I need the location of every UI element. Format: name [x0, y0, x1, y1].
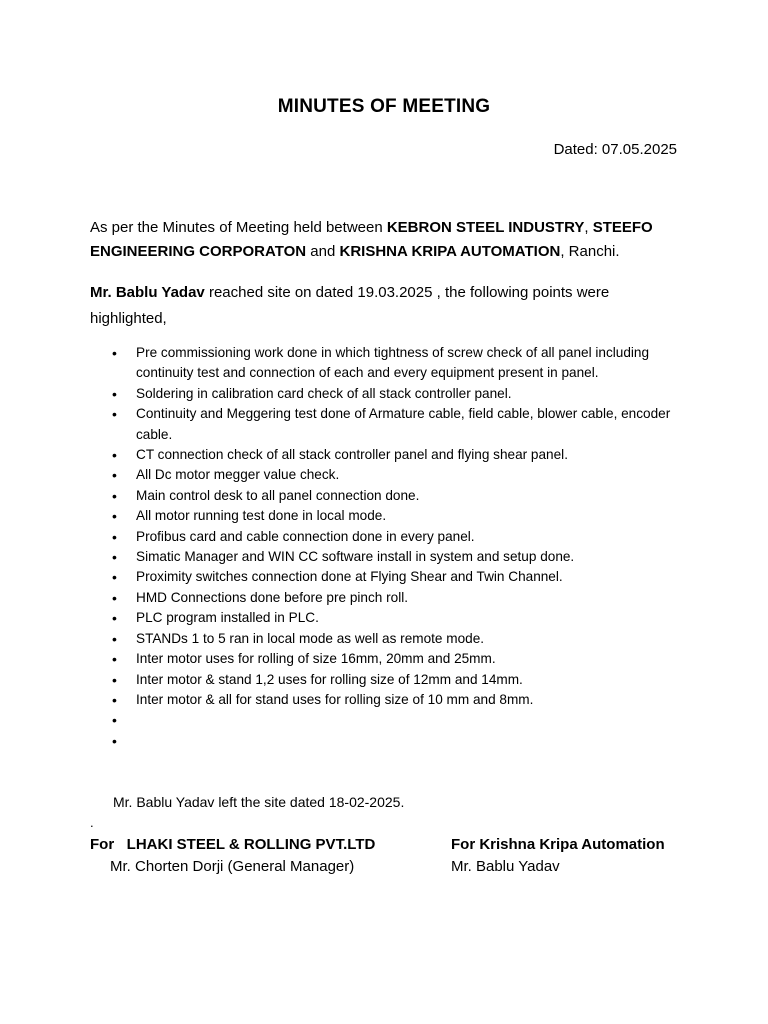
- visit-paragraph: [90, 280, 680, 332]
- departure-note: Mr. Bablu Yadav left the site dated 18-02-2025.: [113, 794, 405, 810]
- list-item: • Main control desk to all panel connection done.: [90, 486, 680, 506]
- company-steefo: STEEFO ENGINEERING CORPORATON: [90, 219, 653, 260]
- list-item: • HMD Connections done before pre pinch roll.: [90, 588, 680, 608]
- list-item: • Inter motor & stand 1,2 uses for rolling size of 12mm and 14mm.: [90, 670, 680, 690]
- company-kebron: KEBRON STEEL INDUSTRY: [386, 219, 585, 236]
- signature-right-company: For Krishna Kripa Automation: [451, 836, 665, 853]
- list-item: • Soldering in calibration card check of all stack controller panel.: [90, 384, 680, 404]
- list-item: • All Dc motor megger value check.: [90, 465, 680, 485]
- visit-text: reached site on dated 19.03.2025 , the following points were highlighted,: [90, 284, 610, 327]
- list-item: • All motor running test done in local mode.: [90, 506, 680, 526]
- list-item: • Inter motor uses for rolling of size 16mm, 20mm and 25mm.: [90, 649, 680, 669]
- list-item: • PLC program installed in PLC.: [90, 608, 680, 628]
- signature-left-company: For LHAKI STEEL & ROLLING PVT.LTD: [90, 836, 376, 853]
- intro-prefix: As per the Minutes of Meeting held between: [90, 219, 387, 236]
- list-item: • CT connection check of all stack controller panel and flying shear panel.: [90, 445, 680, 465]
- list-item: • Inter motor & all for stand uses for rolling size of 10 mm and 8mm.: [90, 690, 680, 710]
- list-item: • STANDs 1 to 5 ran in local mode as well as remote mode.: [90, 629, 680, 649]
- intro-sep1: ,: [584, 219, 593, 236]
- signature-left-person: Mr. Chorten Dorji (General Manager): [110, 858, 355, 875]
- stray-dot: .: [90, 815, 94, 830]
- list-item-empty: [90, 731, 680, 751]
- list-item: • Continuity and Meggering test done of Armature cable, field cable, blower cable, encoder cable.: [90, 404, 680, 445]
- document-title: MINUTES OF MEETING: [277, 96, 491, 117]
- intro-paragraph: [90, 216, 680, 264]
- signature-right-person: Mr. Bablu Yadav: [451, 858, 560, 875]
- intro-suffix: , Ranchi.: [560, 243, 620, 260]
- document-date: Dated: 07.05.2025: [553, 141, 677, 158]
- list-item-empty: [90, 710, 680, 730]
- list-item: • Profibus card and cable connection done in every panel.: [90, 527, 680, 547]
- points-list: [90, 343, 680, 751]
- visit-person: Mr. Bablu Yadav: [90, 284, 205, 301]
- company-krishna: KRISHNA KRIPA AUTOMATION: [339, 243, 561, 260]
- list-item: • Pre commissioning work done in which tightness of screw check of all panel including continuity test and connection of each and every equipment present in panel.: [90, 343, 680, 384]
- list-item: • Simatic Manager and WIN CC software install in system and setup done.: [90, 547, 680, 567]
- list-item: • Proximity switches connection done at Flying Shear and Twin Channel.: [90, 567, 680, 587]
- intro-sep2: and: [306, 243, 340, 260]
